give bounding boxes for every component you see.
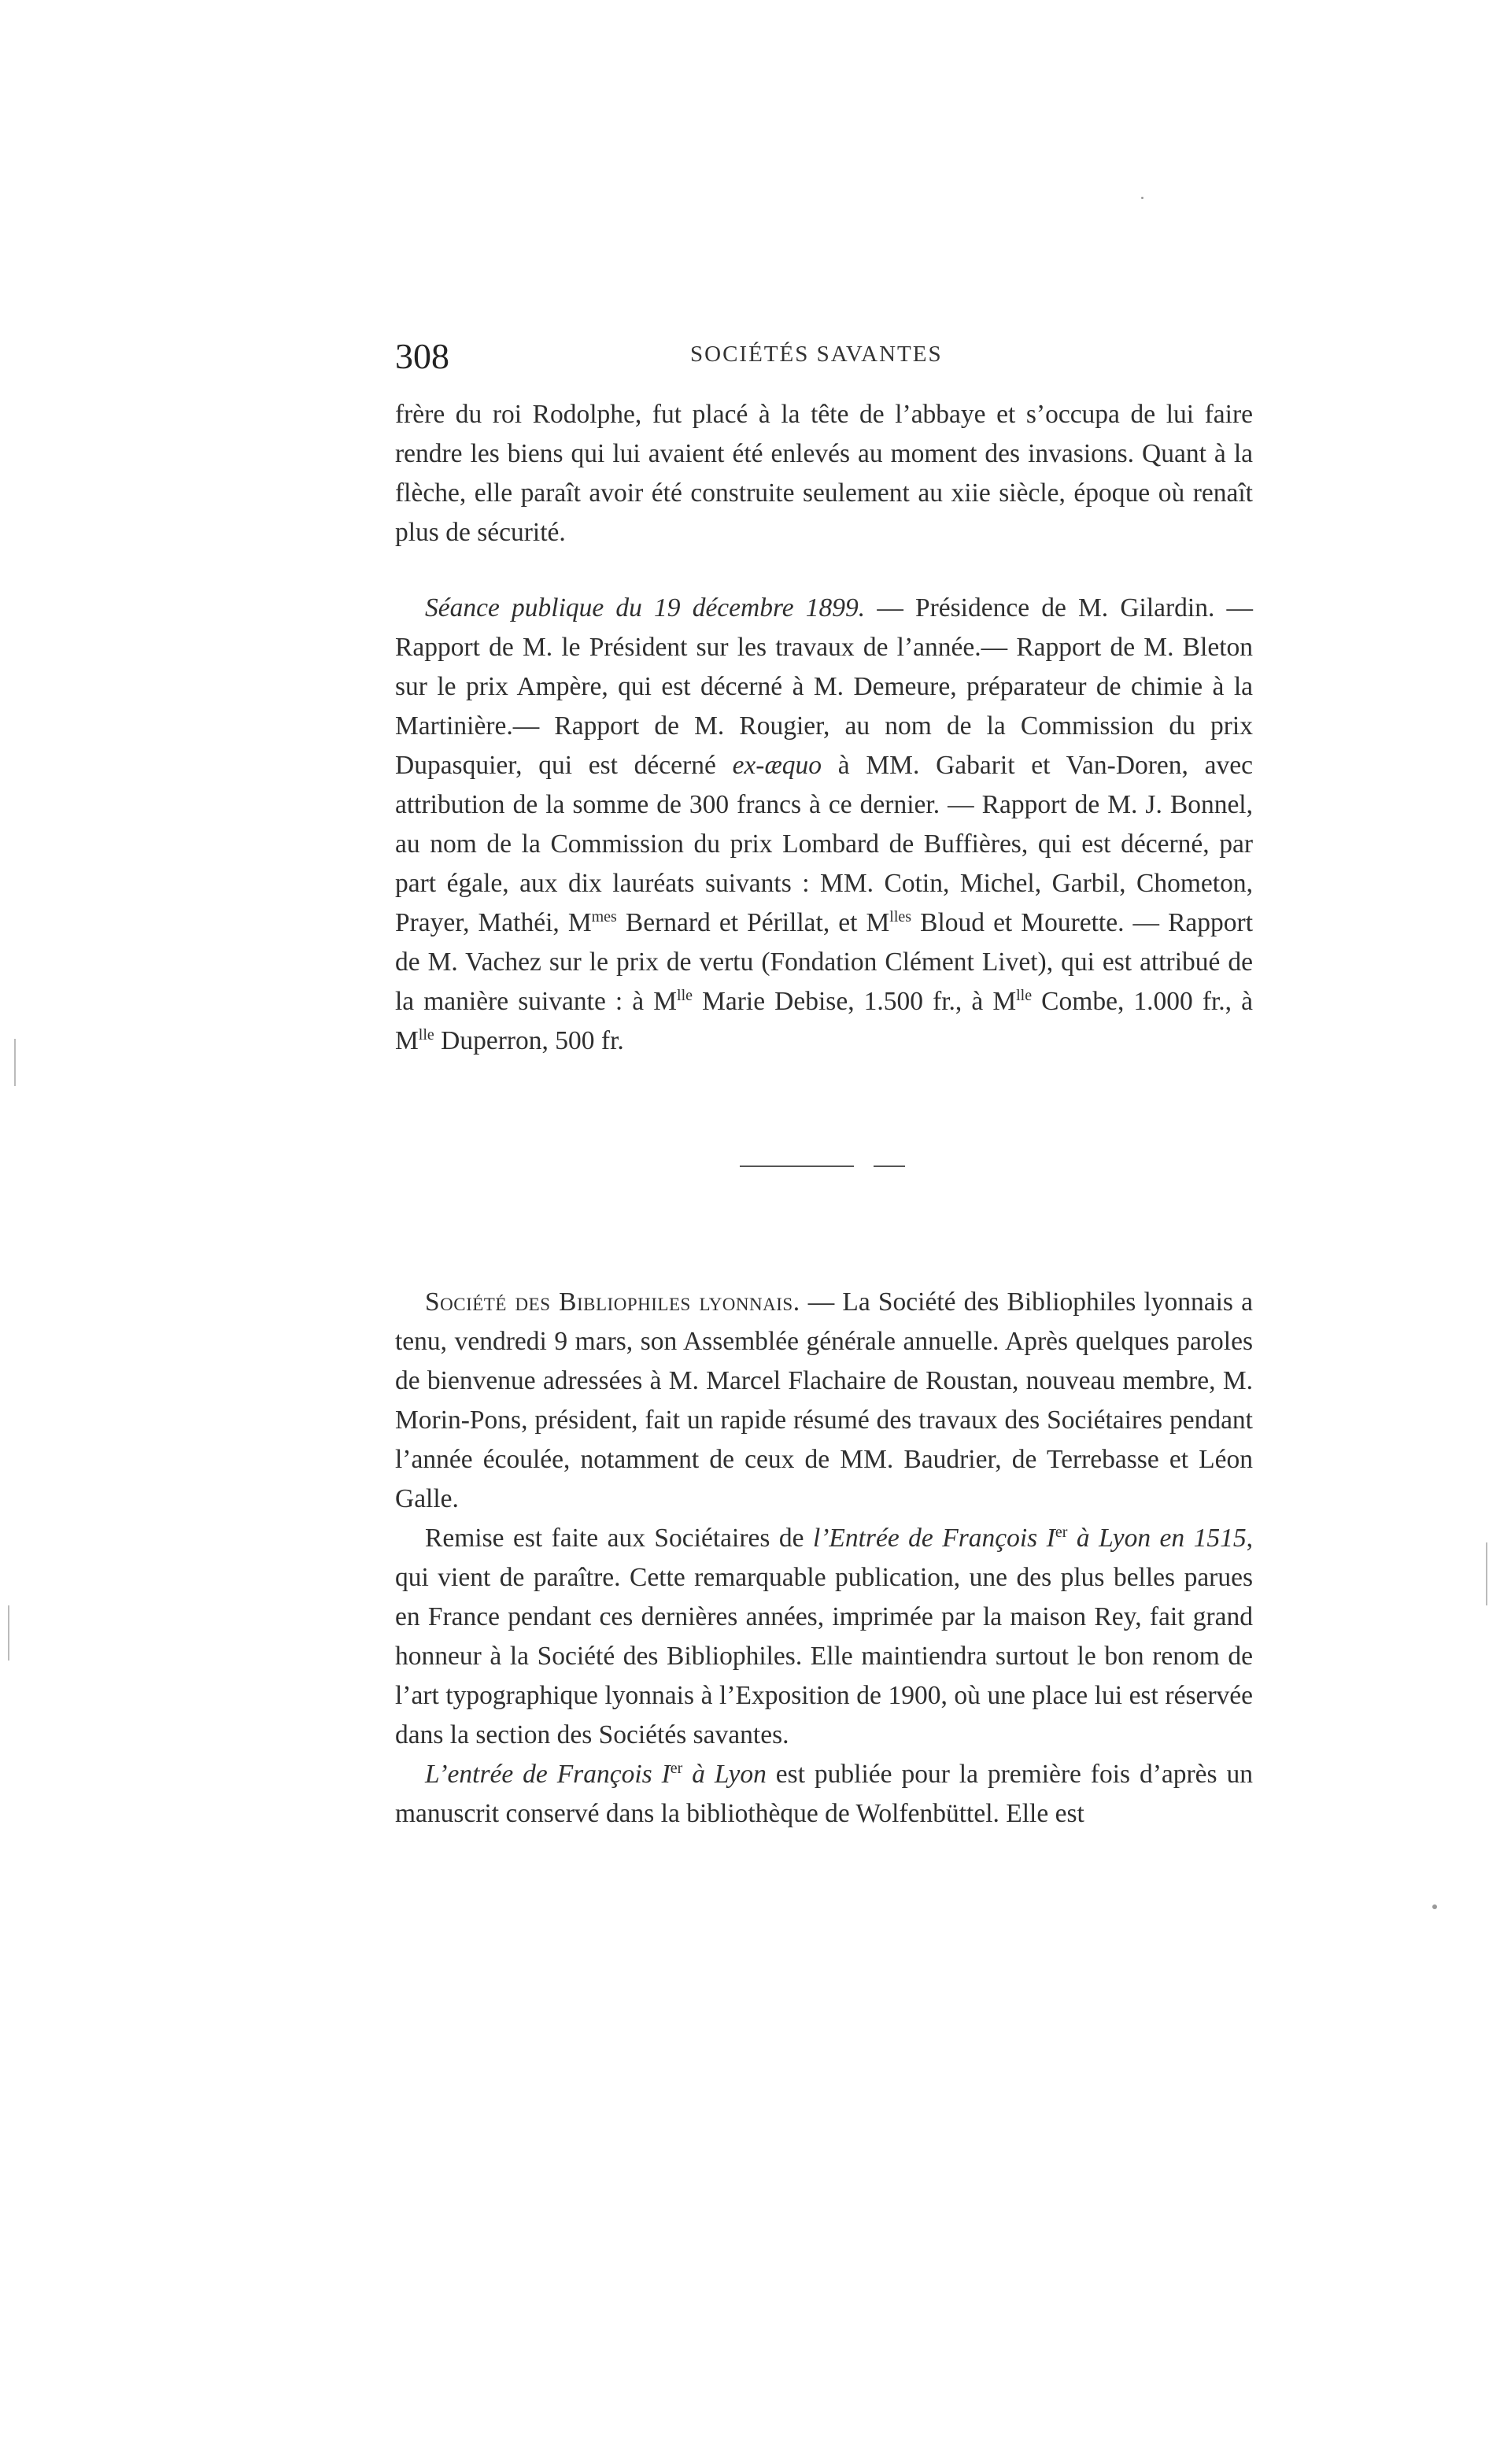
- book-title: à Lyon en 1515: [1067, 1524, 1247, 1553]
- paragraph-text: frère du roi Rodolphe, fut placé à la tête de l’abbaye et s’occupa de lui faire rendre les biens qui lui avaient été enlevés au moment des invasions. Quant à la flèche, elle paraît avoir été construite seulement au xiie siècle, époque où renaît plus de sécurité.: [395, 400, 1253, 547]
- text-run: à MM. Gabarit et Van-Doren, avec attribution de la somme de 300 francs à ce dernier. — Rapport de M. J. Bonnel, au nom de la Commission du prix Lombard de Buffières, qui est décerné, par part égale, aux dix lauréats suivants : MM. Cotin, Michel, Garbil, Chometon, Prayer, Mathéi, M: [395, 751, 1254, 937]
- text-run: Bernard et Périllat, et M: [616, 908, 890, 937]
- ex-aequo-term: ex-æquo: [732, 751, 822, 780]
- page-number: 308: [395, 336, 449, 376]
- scan-edge-mark: [14, 1039, 16, 1086]
- superscript: lles: [889, 907, 912, 925]
- running-head: [395, 331, 1253, 386]
- text-run: Remise est faite aux Sociétaires de: [425, 1524, 813, 1553]
- paragraph: [395, 1755, 1253, 1834]
- scan-speck: [1432, 1904, 1437, 1909]
- text-run: Bloud et Mourette. — Rapport de M. Vachez sur le prix de vertu (Fondation Clément Livet), qui est attribué de la manière suivante : à M: [395, 908, 1253, 1016]
- scan-edge-mark: [1486, 1542, 1487, 1605]
- paragraph: [395, 1283, 1253, 1519]
- book-title: L’entrée de François I: [425, 1760, 671, 1789]
- book-title: l’Entrée de François I: [812, 1524, 1055, 1553]
- paragraph: [395, 589, 1253, 1061]
- text-run: Duperron, 500 fr.: [434, 1026, 624, 1055]
- seance-publique-paragraph: [395, 589, 1253, 1061]
- superscript: er: [670, 1759, 683, 1777]
- superscript: lle: [418, 1025, 434, 1044]
- text-run: — La Société des Bibliophiles lyonnais a tenu, vendredi 9 mars, son Assemblée générale annuelle. Après quelques paroles de bienvenue adressées à M. Marcel Flachaire de Roustan, nouveau membre, M. Morin-Pons, président, fait un rapide résumé des travaux des Sociétaires pendant l’année écoulée, notamment de ceux de MM. Baudrier, de Terrebasse et Léon Galle.: [395, 1287, 1253, 1513]
- continuation-paragraph: [395, 395, 1253, 552]
- society-heading: Société des Bibliophiles lyonnais.: [425, 1287, 800, 1317]
- text-run: Marie Debise, 1.500 fr., à M: [693, 987, 1017, 1016]
- text-run: — Présidence de M. Gilardin. — Rapport de M. le Président sur les travaux de l’année.— Rapport de M. Bleton sur le prix Ampère, qui est décerné à M. Demeure, préparateur de chimie à la Martinière.— Rapport de M. Rougier, au nom de la Commission du prix Dupasquier, qui est décerné: [395, 593, 1253, 780]
- text-run: est publiée pour la première fois d’après un manuscrit conservé dans la bibliothèque de Wolfenbüttel. Elle est: [395, 1760, 1253, 1828]
- superscript: er: [1055, 1523, 1068, 1541]
- bibliophiles-section: [395, 1283, 1253, 1834]
- superscript: lle: [677, 986, 693, 1004]
- book-title: à Lyon: [682, 1760, 767, 1789]
- running-head-title: SOCIÉTÉS SAVANTES: [690, 342, 943, 367]
- superscript: mes: [591, 907, 617, 925]
- text-run: , qui vient de paraître. Cette remarquable publication, une des plus belles parues en France pendant ces dernières années, imprimée par la maison Rey, fait grand honneur à la Société des Bibliophiles. Elle maintiendra surtout le bon renom de l’art typographique lyonnais à l’Exposition de 1900, où une place lui est réservée dans la section des Sociétés savantes.: [395, 1524, 1253, 1749]
- paragraph: [395, 1519, 1253, 1755]
- seance-heading: Séance publique du 19 décembre 1899.: [425, 593, 866, 622]
- divider-rule: [740, 1166, 854, 1167]
- scan-speck: [1141, 197, 1143, 199]
- superscript: lle: [1016, 986, 1033, 1004]
- divider-rule: [874, 1166, 905, 1167]
- section-divider: [740, 1166, 905, 1168]
- scan-edge-mark: [8, 1605, 9, 1661]
- text-run: Combe, 1.000 fr., à M: [395, 987, 1254, 1055]
